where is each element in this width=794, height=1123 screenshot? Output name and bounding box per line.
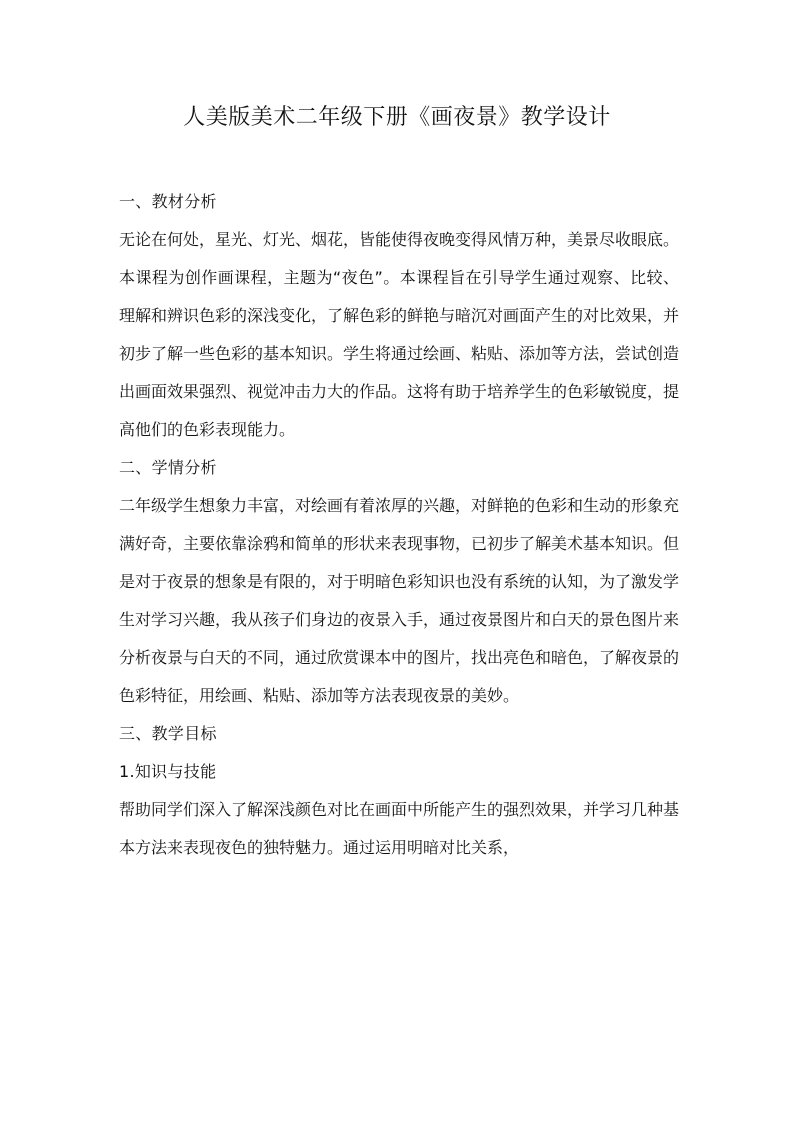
section-paragraph-teaching-goals: 帮助同学们深入了解深浅颜色对比在画面中所能产生的强烈效果，并学习几种基本方法来表现夜色的独特魅力。通过运用明暗对比关系，	[119, 800, 680, 857]
section-heading-textbook-analysis: 一、教材分析	[119, 192, 217, 211]
subheading-knowledge-skills: 1.知识与技能	[119, 762, 217, 781]
section-paragraph-textbook-analysis: 无论在何处，星光、灯光、烟花，皆能使得夜晚变得风情万种，美景尽收眼底。本课程为创作画课程，主题为“夜色”。本课程旨在引导学生通过观察、比较、理解和辨识色彩的深浅变化，了解色彩的鲜艳与暗沉对画面产生的对比效果，并初步了解一些色彩的基本知识。学生将通过绘画、粘贴、添加等方法，尝试创造出画面效果强烈、视觉冲击力大的作品。这将有助于培养学生的色彩敏锐度，提高他们的色彩表现能力。	[119, 230, 680, 439]
document-body	[119, 183, 679, 867]
section-heading-teaching-goals: 三、教学目标	[119, 724, 217, 743]
document-title: 人美版美术二年级下册《画夜景》教学设计	[183, 105, 611, 130]
section-paragraph-student-analysis: 二年级学生想象力丰富，对绘画有着浓厚的兴趣，对鲜艳的色彩和生动的形象充满好奇，主要依靠涂鸦和简单的形状来表现事物，已初步了解美术基本知识。但是对于夜景的想象是有限的，对于明暗色彩知识也没有系统的认知，为了激发学生对学习兴趣，我从孩子们身边的夜景入手，通过夜景图片和白天的景色图片来分析夜景与白天的不同，通过欣赏课本中的图片，找出亮色和暗色，了解夜景的色彩特征，用绘画、粘贴、添加等方法表现夜景的美妙。	[119, 496, 680, 705]
section-heading-student-analysis: 二、学情分析	[119, 458, 217, 477]
